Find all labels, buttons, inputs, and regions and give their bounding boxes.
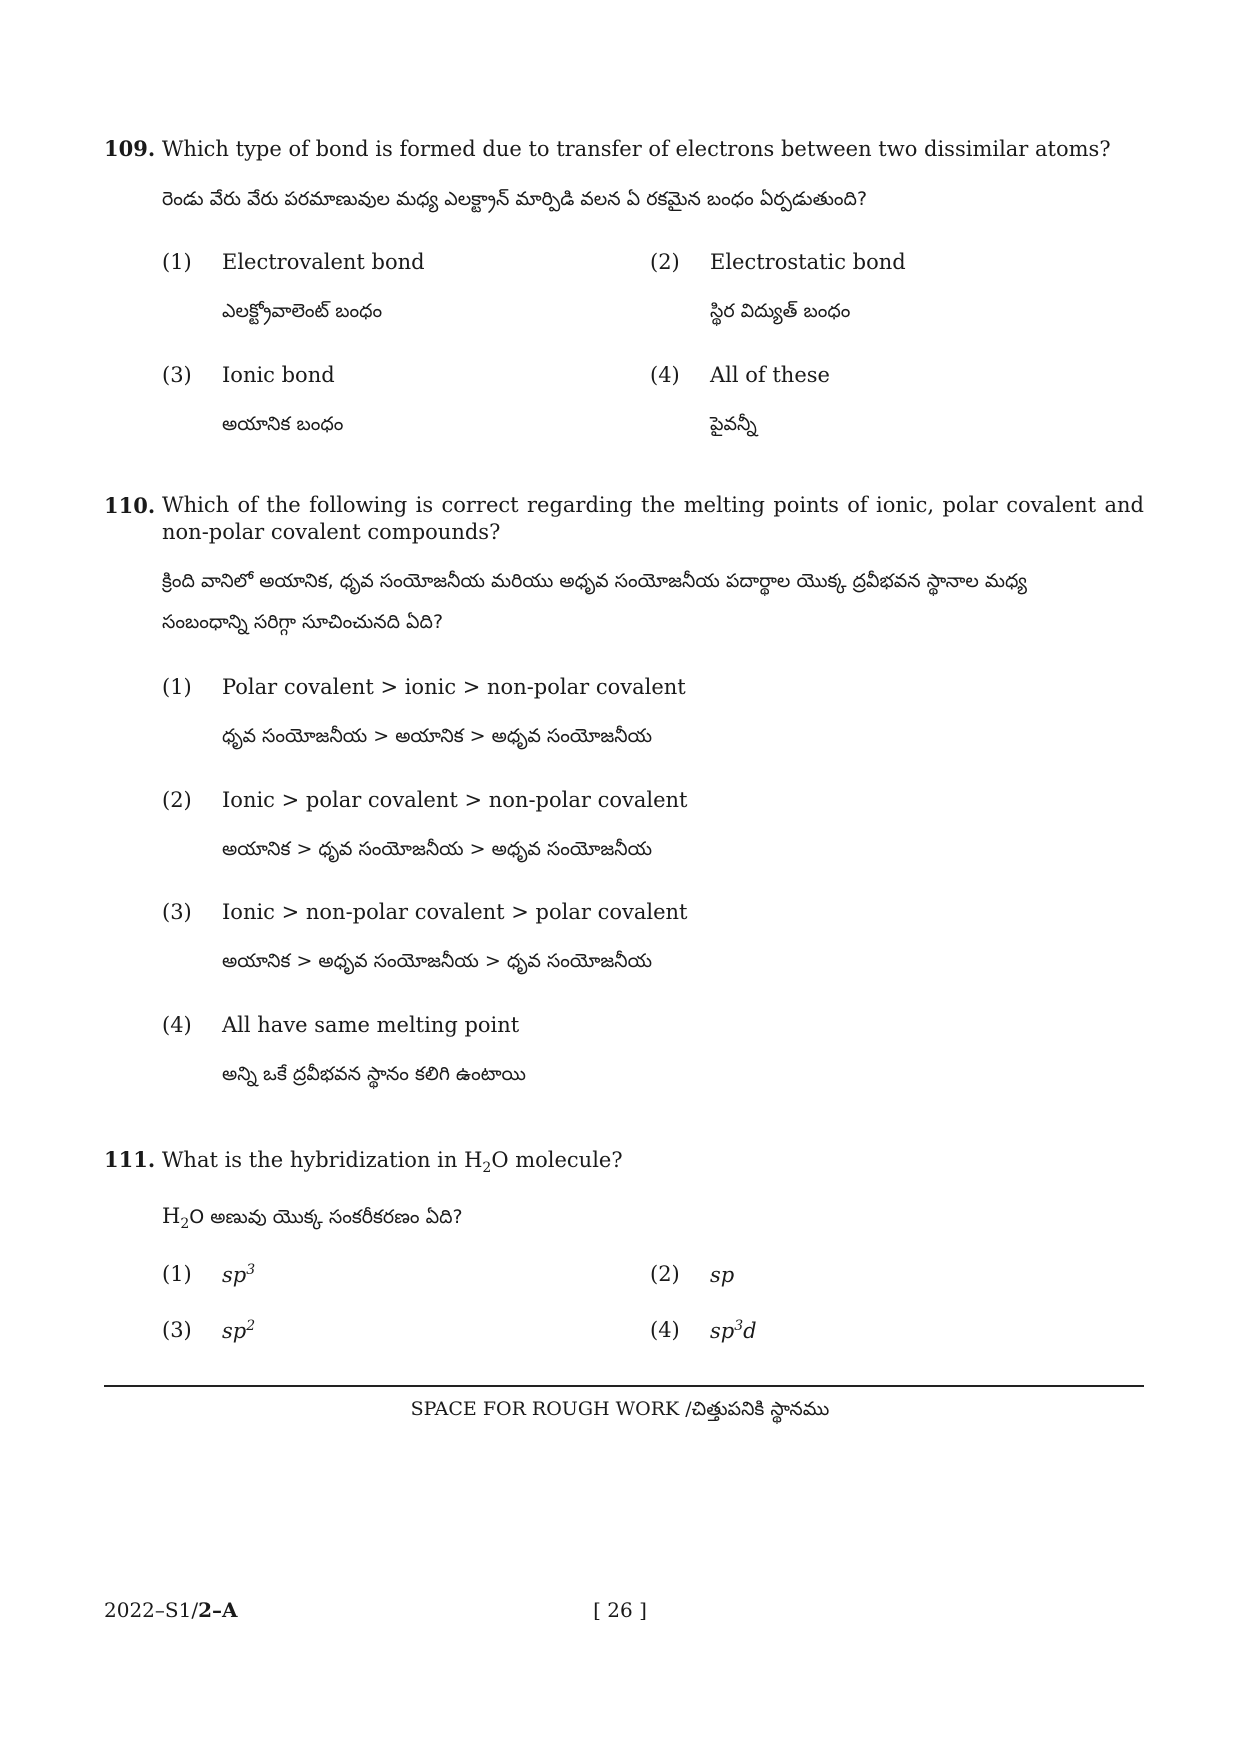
option-number: (1) (162, 250, 192, 274)
question-110-text (104, 492, 1144, 546)
option-english: All have same melting point (222, 1013, 520, 1037)
divider (104, 1385, 1144, 1387)
question-111-text (104, 1146, 1144, 1182)
option-number: (4) (650, 1318, 680, 1342)
option-formula: sp (710, 1263, 735, 1287)
question-number: 109. (104, 136, 156, 161)
option-number: (3) (162, 900, 192, 924)
option-english: Ionic bond (222, 363, 335, 387)
question-109 (104, 135, 1144, 215)
question-text-telugu-line-1: క్రింది వానిలో అయానిక, ధృవ సంయోజనీయ మరియు అధృవ సంయోజనీయ పదార్థాల యొక్క ద్రవీభవన స్థానాల మధ్య (162, 570, 1027, 592)
option-english: Electrostatic bond (710, 250, 906, 274)
question-text-english: Which of the following is correct regarding the melting points of ionic, polar covalent and non-polar covalent compounds? (162, 493, 1144, 544)
option-formula: $sp^3$ (222, 1262, 256, 1287)
option-telugu: అయానిక > అధృవ సంయోజనీయ > ధృవ సంయోజనీయ (222, 950, 653, 972)
question-text-english: What is the hybridization in $H_2O$ molecule? (161, 1148, 623, 1177)
option-number: (4) (650, 363, 680, 387)
option-telugu: అయానిక > ధృవ సంయోజనీయ > అధృవ సంయోజనీయ (222, 838, 653, 860)
option-number: (2) (650, 250, 680, 274)
question-110 (104, 492, 1144, 638)
option-english: Ionic > polar covalent > non-polar covalent (222, 788, 688, 812)
option-telugu: ధృవ సంయోజనీయ > అయానిక > అధృవ సంయోజనీయ (222, 725, 653, 747)
question-111 (104, 1146, 1144, 1233)
option-telugu: స్థిర విద్యుత్ బంధం (710, 300, 851, 322)
rough-work-label: SPACE FOR ROUGH WORK /చిత్తుపనికి స్థానము (410, 1398, 830, 1420)
question-number: 111. (104, 1147, 156, 1172)
option-telugu: అయానిక బంధం (222, 413, 344, 435)
option-english: Electrovalent bond (222, 250, 425, 274)
option-number: (3) (162, 363, 192, 387)
option-english: Polar covalent > ionic > non-polar covalent (222, 675, 686, 699)
option-number: (4) (162, 1013, 192, 1037)
question-number: 110. (104, 493, 156, 518)
option-formula: $sp^2$ (222, 1318, 256, 1343)
option-number: (3) (162, 1318, 192, 1342)
question-text-english: Which type of bond is formed due to transfer of electrons between two dissimilar atoms? (161, 137, 1111, 161)
page-number: [ 26 ] (593, 1598, 647, 1622)
option-number: (2) (650, 1262, 680, 1286)
option-english: Ionic > non-polar covalent > polar covalent (222, 900, 688, 924)
option-telugu: ఎలక్ట్రోవాలెంట్ బంధం (222, 300, 383, 322)
option-number: (2) (162, 788, 192, 812)
option-telugu: అన్ని ఒకే ద్రవీభవన స్థానం కలిగి ఉంటాయి (222, 1063, 526, 1085)
question-109-text (104, 135, 1144, 163)
question-text-telugu: రెండు వేరు వేరు పరమాణువుల మధ్య ఎలక్ట్రాన్ మార్పిడి వలన ఏ రకమైన బంధం ఏర్పడుతుంది? (162, 188, 868, 210)
option-number: (1) (162, 1262, 192, 1286)
option-number: (1) (162, 675, 192, 699)
option-formula: $sp^3d$ (710, 1318, 757, 1343)
question-text-telugu-line-2: సంబంధాన్ని సరిగ్గా సూచించునది ఏది? (162, 611, 444, 633)
question-text-telugu: $H_2O$ అణువు యొక్క సంకరీకరణం ఏది? (162, 1204, 463, 1233)
option-english: All of these (710, 363, 830, 387)
paper-code: 2022–S1/2–A (104, 1598, 238, 1622)
option-telugu: పైవన్నీ (710, 413, 757, 435)
